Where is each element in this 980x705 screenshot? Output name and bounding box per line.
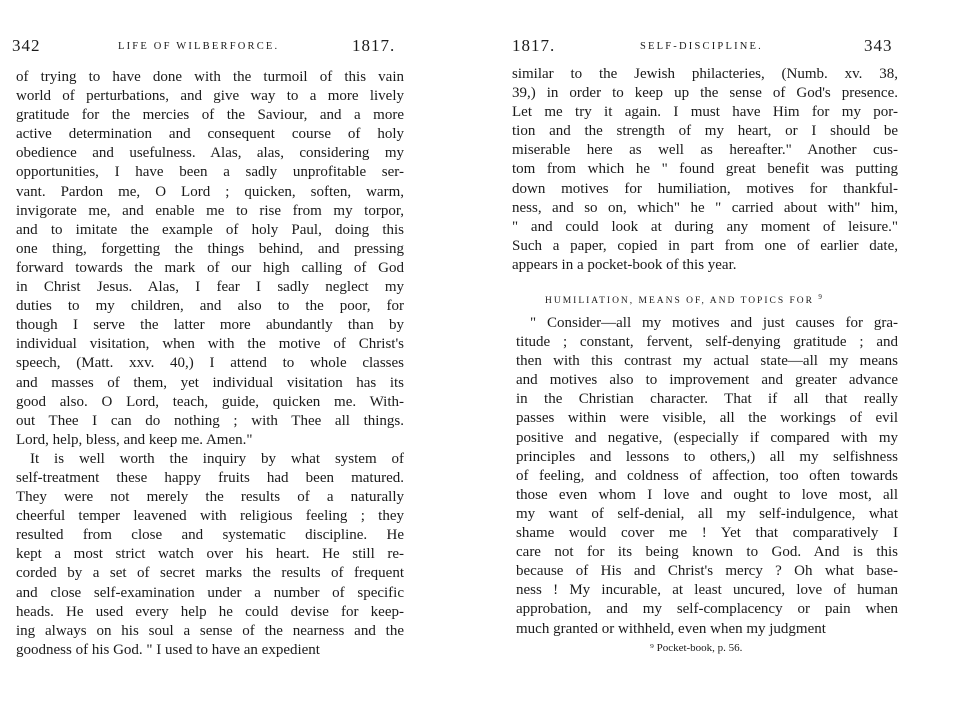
text-line: invigorate me, and enable me to rise from my torpor, [16, 202, 404, 219]
text-line: my want of self-denial, all my self-indulgence, what [516, 505, 898, 522]
text-line: tom from which he " found great benefit was putting [512, 161, 898, 178]
text-line: heads. He used every help he could devise for keep- [16, 603, 404, 620]
text-line: active determination and consequent course of holy [16, 126, 404, 143]
text-line: Let me try it again. I must have Him for my por- [512, 104, 898, 121]
text-line: tion and the strength of my heart, or I should be [512, 123, 898, 140]
section-heading [545, 293, 925, 306]
text-line: those even whom I love and ought to love most, all [516, 486, 898, 503]
right-page-number: 343 [864, 36, 893, 55]
text-line: goodness of his God. " I used to have an expedient [16, 641, 320, 658]
text-line: care not for its being known to God. And is this [516, 544, 898, 561]
text-line: because of His and Christ's mercy ? Oh what base- [516, 563, 898, 580]
text-line: approbation, and my self-complacency or pain when [516, 601, 898, 618]
text-line: speech, (Matt. xxv. 40,) I attend to whole classes [16, 355, 404, 372]
text-line: and close self-examination under a number of specific [16, 584, 404, 601]
text-line: and to imitate the example of holy Paul, doing this [16, 221, 404, 238]
text-line: similar to the Jewish philacteries, (Numb. xv. 38, [512, 66, 898, 82]
left-body-text [16, 68, 404, 660]
text-line: principles and lessons to others,) all my selfishness [516, 448, 898, 465]
text-line: " Consider—all my motives and just causes for gra- [530, 315, 898, 331]
text-line: Such a paper, copied in part from one of earlier date, [512, 237, 898, 254]
text-line: out Thee I can do nothing ; with Thee all things. [16, 412, 404, 429]
text-line: ness ! My incurable, at least uncured, love of human [516, 582, 898, 599]
text-line: down motives for humiliation, motives for thankful- [512, 180, 898, 197]
text-line: passes within were visible, all the workings of evil [516, 410, 898, 427]
text-line: much granted or withheld, even when my judgment [516, 620, 826, 637]
text-line: positive and negative, (especially if compared with my [516, 429, 898, 446]
text-line: obedience and usefulness. Alas, alas, considering my [16, 145, 404, 162]
text-line: one thing, forgetting the things behind, and pressing [16, 240, 404, 257]
text-line: shame would cover me ! Yet that comparatively I [516, 525, 898, 542]
text-line: world of perturbations, and give way to a more lively [16, 88, 404, 105]
left-page-number: 342 [12, 36, 41, 55]
text-line: ing always on his soul a sense of the nearness and the [16, 622, 404, 639]
text-line: though I serve the latter more abundantly than by [16, 317, 404, 334]
text-line: of feeling, and coldness of affection, too often towards [516, 467, 898, 484]
text-line: gratitude for the mercies of the Saviour, and a more [16, 107, 404, 124]
right-year: 1817. [512, 36, 556, 55]
section-note-mark: 9 [818, 293, 822, 301]
text-line: appears in a pocket-book of this year. [512, 256, 737, 273]
text-line: self-treatment these happy fruits had been matured. [16, 469, 404, 486]
text-line: ness, and so on, which" he " carried about with" him, [512, 199, 898, 216]
left-year: 1817. [352, 36, 396, 55]
left-running-title: LIFE OF WILBERFORCE. [118, 41, 280, 52]
text-line: duties to my children, and also to the poor, for [16, 298, 404, 315]
section-heading-text: HUMILIATION, MEANS OF, AND TOPICS FOR [545, 296, 814, 307]
text-line: in Christ Jesus. Alas, I fear I sadly neglect my [16, 279, 404, 296]
text-line: vant. Pardon me, O Lord ; quicken, soften, warm, [16, 183, 404, 200]
text-line: " and could look at during any moment of leisure." [512, 218, 898, 235]
text-line: and masses of them, yet individual visitation has its [16, 374, 404, 391]
right-body-text-bottom [516, 314, 898, 639]
right-body-text-top [512, 65, 898, 275]
text-line: It is well worth the inquiry by what system of [30, 450, 404, 467]
text-line: forward towards the mark of our high calling of God [16, 259, 404, 276]
text-line: cheerful temper leavened with religious feeling ; they [16, 508, 404, 525]
text-line: 39,) in order to keep up the sense of God's presence. [512, 85, 898, 102]
text-line: miserable here as well as hereafter." Another cus- [512, 142, 898, 159]
text-line: in the Christian character. That if all that really [516, 391, 898, 408]
text-line: Lord, help, bless, and keep me. Amen." [16, 431, 253, 448]
footnote: ⁹ Pocket-book, p. 56. [650, 642, 743, 654]
text-line: of trying to have done with the turmoil of this vain [16, 69, 404, 85]
right-running-title: SELF-DISCIPLINE. [640, 41, 763, 52]
text-line: resulted from close and systematic discipline. He [16, 527, 404, 544]
text-line: individual visitation, when with the motive of Christ's [16, 336, 404, 353]
text-line: They were not merely the results of a naturally [16, 489, 404, 506]
text-line: then with this contrast my actual state—all my means [516, 353, 898, 370]
text-line: titude ; constant, fervent, self-denying gratitude ; and [516, 334, 898, 351]
text-line: kept a most strict watch over his heart. He still re- [16, 546, 404, 563]
text-line: good also. O Lord, teach, guide, quicken me. With- [16, 393, 404, 410]
text-line: corded by a set of secret marks the results of frequent [16, 565, 404, 582]
text-line: and motives also to improvement and greater advance [516, 372, 898, 389]
right-page [490, 0, 980, 705]
text-line: opportunities, I have been a sadly unprofitable ser- [16, 164, 404, 181]
